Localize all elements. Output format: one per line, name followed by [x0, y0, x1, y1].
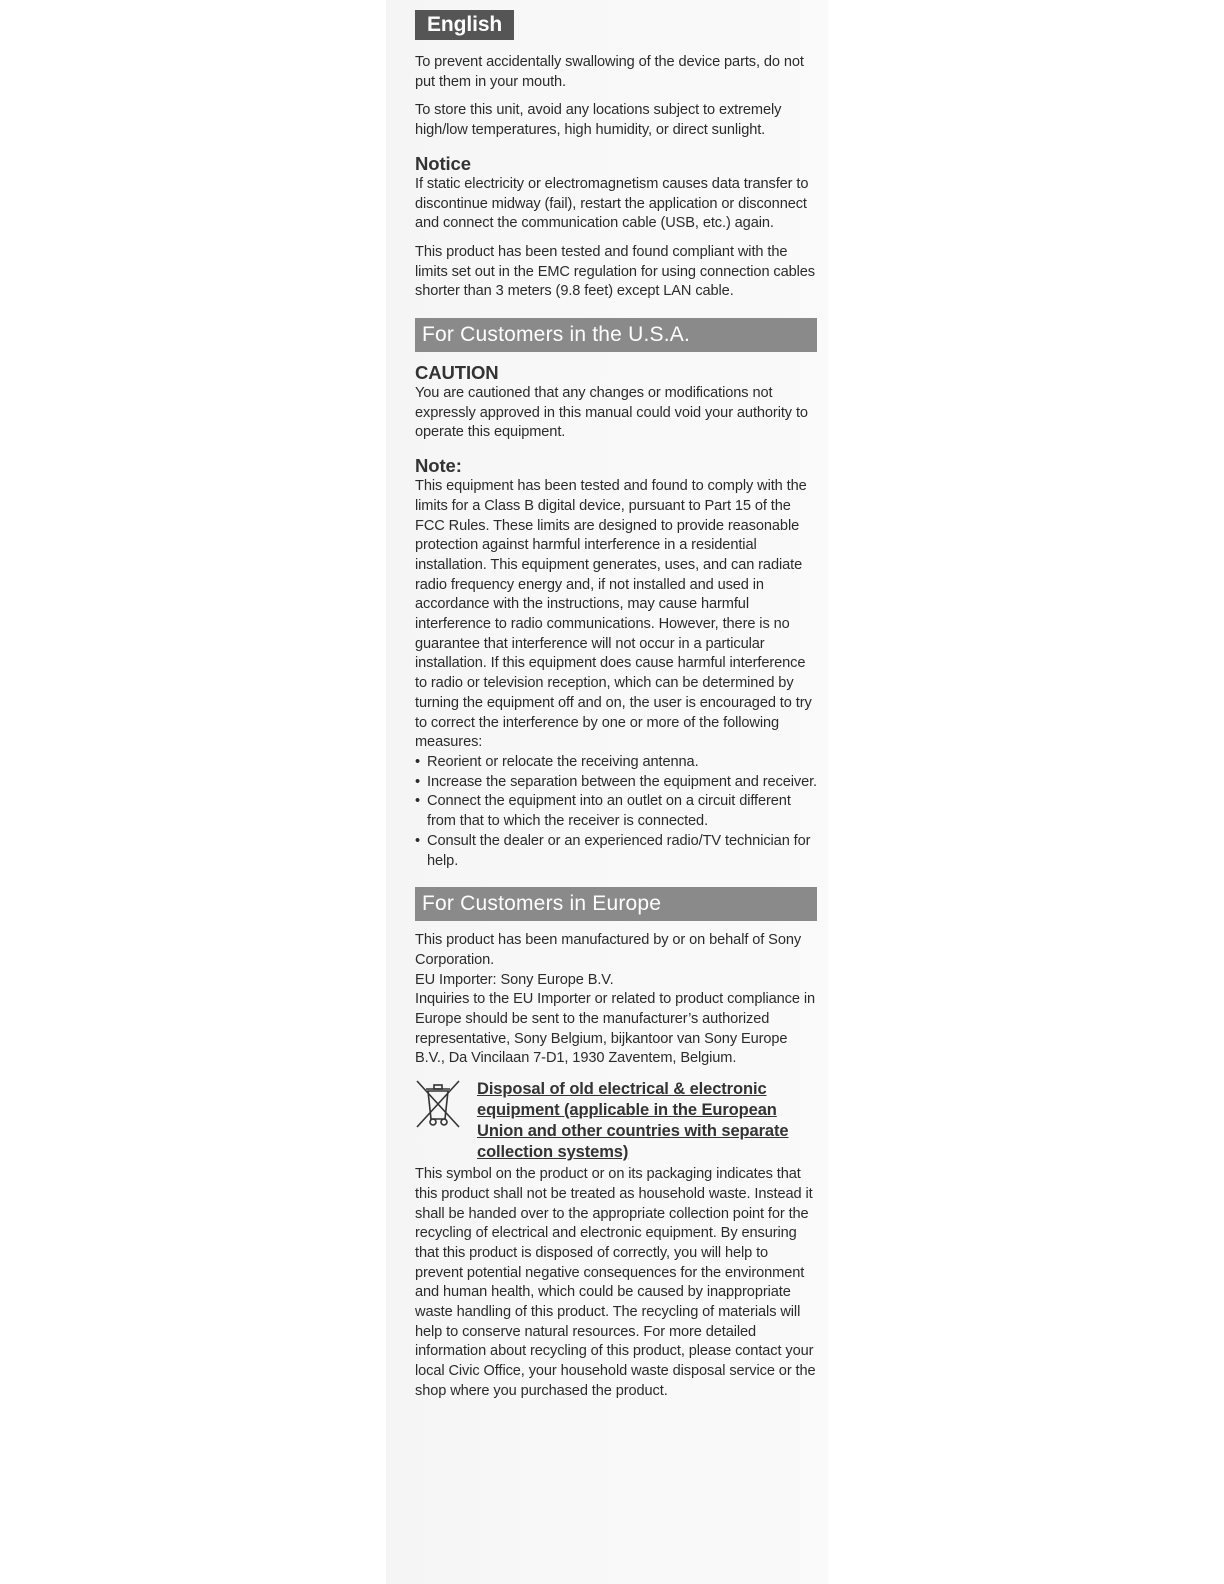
notice-text: If static electricity or electromagnetism causes data transfer to discontinue midway (fail), restart the application or disconnect and connect the communication cable (USB, etc.) again. [415, 175, 809, 232]
importer-text: EU Importer: Sony Europe B.V. [415, 971, 614, 988]
fcc-note-text: This equipment has been tested and found to comply with the limits for a Class B digital device, pursuant to Part 15 of the FCC Rules. These limits are designed to provide reasonable protection against harmful interference in a residential installation. This equipment generates, uses, and can radiate radio frequency energy and, if not installed and used in accordance with the instructions, may cause harmful interference to radio communications. However, there is no guarantee that interference will not occur in a particular installation. If this equipment does cause harmful interference to radio or television reception, which can be determined by turning the equipment off and on, the user is encouraged to try to correct the interference by one or more of the following measures: [415, 478, 812, 751]
disposal-block [415, 1079, 817, 1163]
disposal-title: Disposal of old electrical & electronic equipment (applicable in the European Union and other countries with separate collection systems) [477, 1080, 789, 1162]
disposal-text: This symbol on the product or on its packaging indicates that this product shall not be treated as household waste. Instead it shall be handed over to the appropriate collection point for the recycling of electrical and electronic equipment. By ensuring that this product is disposed of correctly, you will help to prevent potential negative consequences for the environment and human health, which could be caused by inappropriate waste handling of this product. The recycling of materials will help to conserve natural resources. For more detailed information about recycling of this product, please contact your local Civic Office, your household waste disposal service or the shop where you purchased the product. [415, 1166, 816, 1399]
storage-warning: To store this unit, avoid any locations subject to extremely high/low temperatures, high humidity, or direct sunlight. [415, 102, 782, 139]
note-heading: Note: [415, 455, 462, 477]
notice-heading: Notice [415, 152, 471, 174]
swallow-warning: To prevent accidentally swallowing of the device parts, do not put them in your mouth. [415, 54, 804, 90]
crossed-out-wheelie-bin-icon [415, 1079, 461, 1131]
language-tag: English [415, 10, 514, 40]
list-item: • Consult the dealer or an experienced radio/TV technician for help. [415, 832, 817, 871]
inquiries-text: Inquiries to the EU Importer or related to product compliance in Europe should be sent to the manufacturer’s authorized representative, Sony Belgium, bijkantoor van Sony Europe B.V., Da Vincilaan 7-D1, 1930 Zaventem, Belgium. [415, 991, 815, 1067]
caution-text: You are cautioned that any changes or modifications not expressly approved in this manual could void your authority to operate this equipment. [415, 385, 808, 441]
list-item: • Increase the separation between the equipment and receiver. [415, 773, 817, 793]
emc-text: This product has been tested and found compliant with the limits set out in the EMC regulation for using connection cables shorter than 3 meters (9.8 feet) except LAN cable. [415, 243, 816, 300]
manufacturer-text: This product has been manufactured by or on behalf of Sony Corporation. [415, 932, 802, 968]
europe-section-title: For Customers in Europe [415, 887, 817, 921]
caution-heading: CAUTION [415, 362, 499, 384]
measures-list [415, 753, 817, 871]
document-column [415, 10, 817, 1402]
list-item: • Connect the equipment into an outlet on a circuit different from that to which the receiver is connected. [415, 792, 817, 831]
list-item: • Reorient or relocate the receiving antenna. [415, 753, 817, 773]
usa-section-title: For Customers in the U.S.A. [415, 318, 817, 352]
